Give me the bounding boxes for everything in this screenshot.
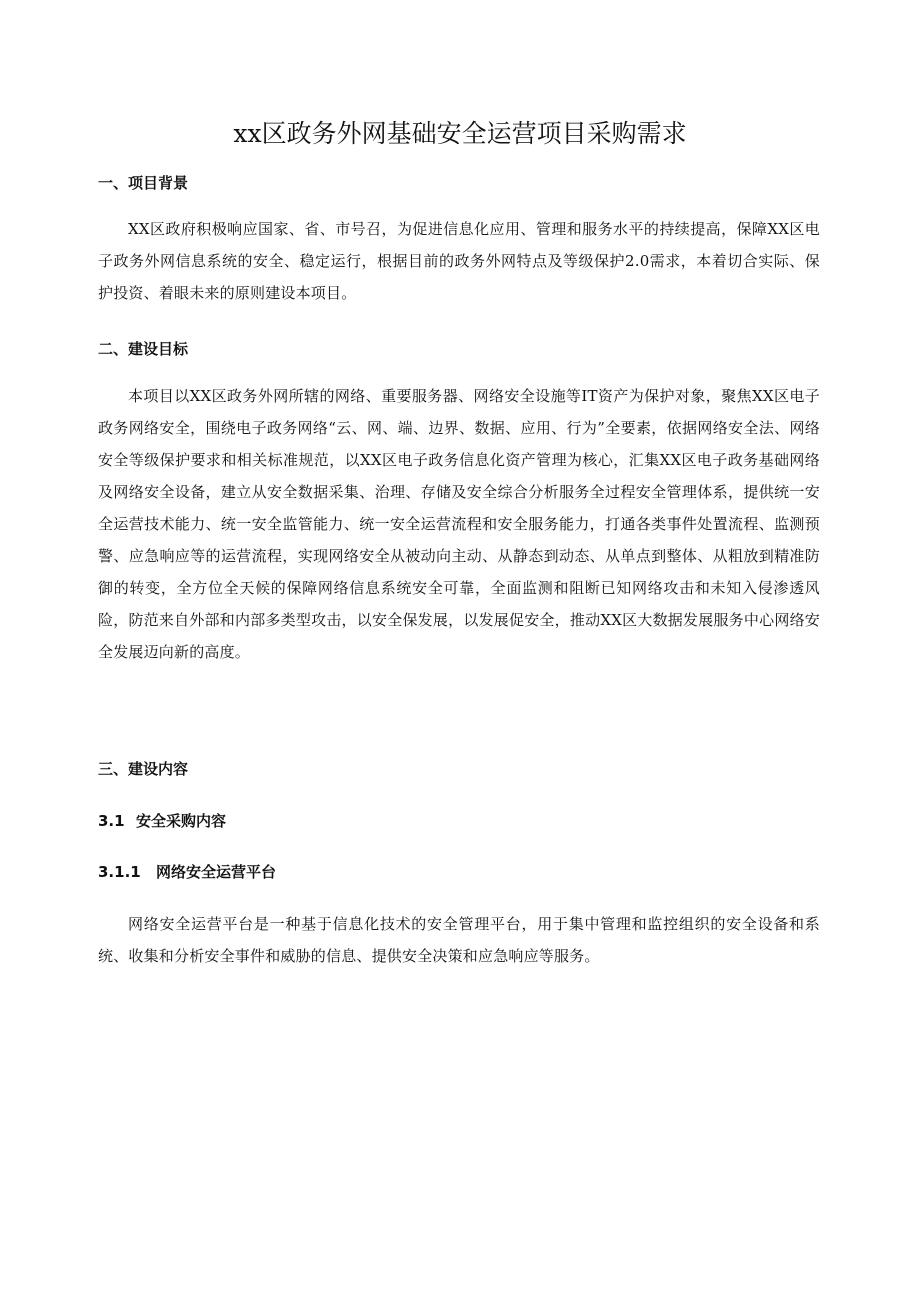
subsubsection-title: 网络安全运营平台 (156, 863, 277, 881)
section-heading-content: 三、建设内容 (98, 760, 189, 778)
section-heading-goal: 二、建设目标 (98, 340, 189, 358)
section-heading-background: 一、项目背景 (98, 174, 189, 192)
platform-paragraph: 网络安全运营平台是一种基于信息化技术的安全管理平台，用于集中管理和监控组织的安全设备和系统、收集和分析安全事件和威胁的信息、提供安全决策和应急响应等服务。 (98, 915, 820, 965)
goal-paragraph: 本项目以XX区政务外网所辖的网络、重要服务器、网络安全设施等IT资产为保护对象，聚焦XX区电子政务网络安全，围绕电子政务网络“云、网、端、边界、数据、应用、行为”全要素，依据网络安全法、网络安全等级保护要求和相关标准规范，以XX区电子政务信息化资产管理为核心，汇集XX区电子政务基础网络及网络安全设备，建立从安全数据采集、治理、存储及安全综合分析服务全过程安全管理体系，提供统一安全运营技术能力、统一安全监管能力、统一安全运营流程和安全服务能力，打通各类事件处置流程、监测预警、应急响应等的运营流程，实现网络安全从被动向主动、从静态到动态、从单点到整体、从粗放到精准防御的转变，全方位全天候的保障网络信息系统安全可靠，全面监测和阻断已知网络攻击和未知入侵渗透风险，防范来自外部和内部多类型攻击，以安全保发展，以发展促安全，推动XX区大数据发展服务中心网络安全发展迈向新的高度。 (98, 387, 820, 661)
subsection-number: 3.1 (98, 812, 125, 830)
subsubsection-number: 3.1.1 (98, 863, 141, 881)
subsection-title: 安全采购内容 (136, 812, 227, 830)
subsection-heading-3-1 (98, 810, 226, 832)
document-title: xx区政务外网基础安全运营项目采购需求 (233, 119, 687, 148)
background-paragraph: XX区政府积极响应国家、省、市号召，为促进信息化应用、管理和服务水平的持续提高，保障XX区电子政务外网信息系统的安全、稳定运行，根据目前的政务外网特点及等级保护2.0需求，本着切合实际、保护投资、着眼未来的原则建设本项目。 (98, 220, 820, 302)
subsubsection-heading-3-1-1 (98, 861, 276, 883)
